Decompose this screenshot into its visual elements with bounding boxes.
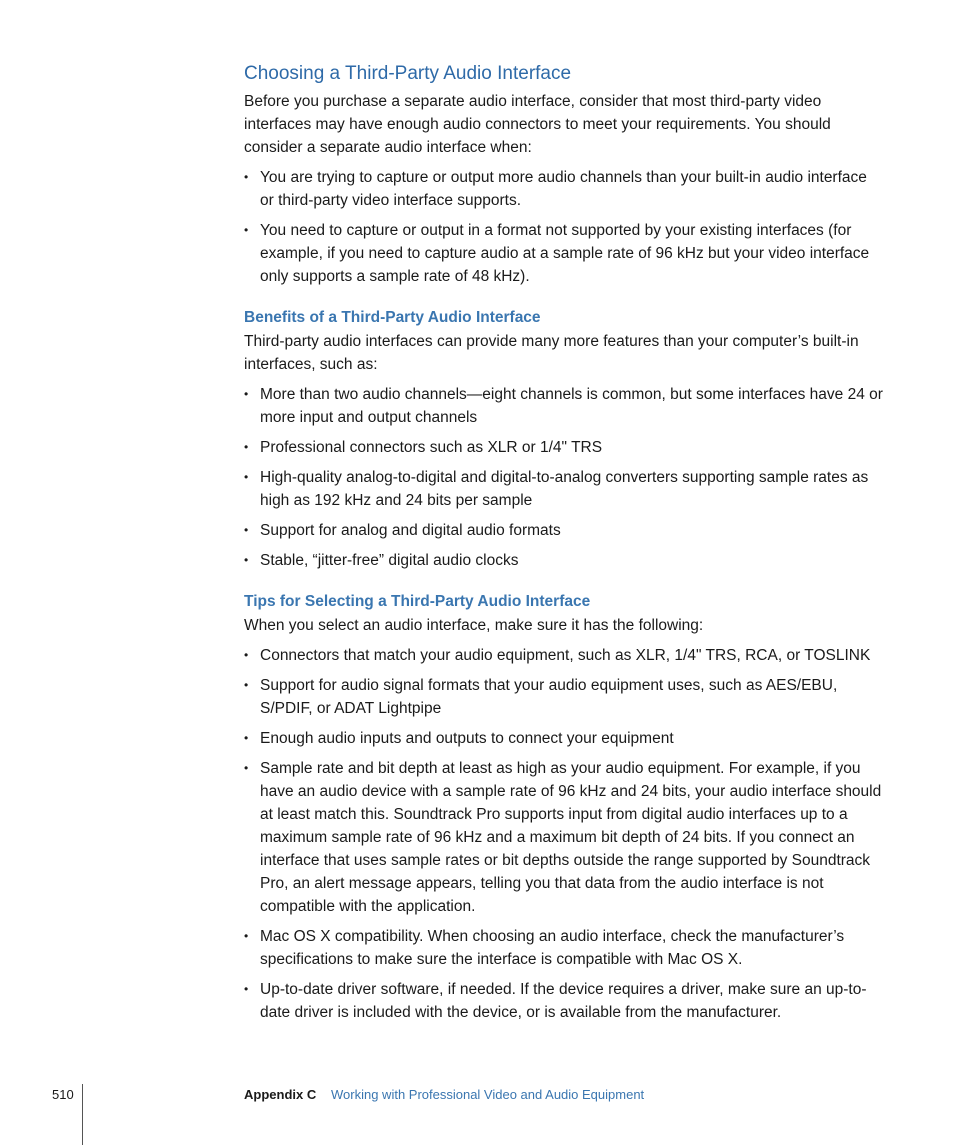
list-item-text: Professional connectors such as XLR or 1/4" TRS xyxy=(260,439,603,456)
list-item xyxy=(244,166,884,212)
list-item-text: Enough audio inputs and outputs to connect your equipment xyxy=(260,730,674,747)
list-item xyxy=(244,219,884,288)
bullet-icon: • xyxy=(244,929,249,943)
bullet-icon: • xyxy=(244,731,249,745)
list-item-text: Stable, “jitter-free” digital audio clocks xyxy=(260,552,519,569)
bullet-icon: • xyxy=(244,553,249,567)
section-title: Choosing a Third-Party Audio Interface xyxy=(244,63,572,84)
list-item xyxy=(244,466,884,512)
list-item xyxy=(244,519,884,542)
bullet-icon: • xyxy=(244,982,249,996)
benefits-intro: Third-party audio interfaces can provide many more features than your computer’s built-in interfaces, such as: xyxy=(244,333,859,373)
list-item xyxy=(244,549,884,572)
list-item-text: Support for analog and digital audio formats xyxy=(260,522,561,539)
bullet-icon: • xyxy=(244,523,249,537)
bullet-icon: • xyxy=(244,761,249,775)
benefits-title: Benefits of a Third-Party Audio Interface xyxy=(244,309,541,326)
list-item xyxy=(244,727,884,750)
list-item-text: Connectors that match your audio equipment, such as XLR, 1/4" TRS, RCA, or TOSLINK xyxy=(260,647,871,664)
bullet-icon: • xyxy=(244,440,249,454)
list-item-text: You need to capture or output in a format not supported by your existing interfaces (for example, if you need to capture audio at a sample rate of 96 kHz but your video interface only supports a sample rate of 48 kHz). xyxy=(260,222,870,285)
list-item-text: High-quality analog-to-digital and digital-to-analog converters supporting sample rates as high as 192 kHz and 24 bits per sample xyxy=(260,469,869,509)
list-item xyxy=(244,436,884,459)
list-item xyxy=(244,925,884,971)
list-item-text: Up-to-date driver software, if needed. If the device requires a driver, make sure an up-to-date driver is included with the device, or is available from the manufacturer. xyxy=(260,981,867,1021)
bullet-icon: • xyxy=(244,387,249,401)
list-item xyxy=(244,674,884,720)
list-item xyxy=(244,757,884,918)
bullet-icon: • xyxy=(244,678,249,692)
list-item-text: Support for audio signal formats that your audio equipment uses, such as AES/EBU, S/PDIF, or ADAT Lightpipe xyxy=(260,677,838,717)
benefits-bullet-list xyxy=(244,383,884,572)
bullet-icon: • xyxy=(244,470,249,484)
list-item-text: You are trying to capture or output more audio channels than your built-in audio interface or third-party video interface supports. xyxy=(260,169,867,209)
section-bullet-list xyxy=(244,166,884,288)
list-item-text: Sample rate and bit depth at least as high as your audio equipment. For example, if you have an audio device with a sample rate of 96 kHz and 24 bits, your audio interface should at least match this. Soundtrack Pro supports input from digital audio interfaces up to a maximum sample rate of 96 kHz and a maximum bit depth of 24 bits. If you connect an interface that uses sample rates or bit depths outside the range supported by Soundtrack Pro, an alert message appears, telling you that data from the audio interface is not compatible with the application. xyxy=(260,760,882,915)
tips-title: Tips for Selecting a Third-Party Audio Interface xyxy=(244,593,591,610)
bullet-icon: • xyxy=(244,223,249,237)
bullet-icon: • xyxy=(244,648,249,662)
list-item xyxy=(244,978,884,1024)
footer-chapter-label: Appendix C xyxy=(244,1087,317,1102)
page-content xyxy=(244,62,884,1031)
list-item xyxy=(244,644,884,667)
tips-intro: When you select an audio interface, make sure it has the following: xyxy=(244,617,704,634)
list-item xyxy=(244,383,884,429)
tips-bullet-list xyxy=(244,644,884,1024)
footer-chapter-title: Working with Professional Video and Audio Equipment xyxy=(331,1087,645,1102)
footer-divider xyxy=(82,1084,83,1145)
section-intro: Before you purchase a separate audio interface, consider that most third-party video interfaces may have enough audio connectors to meet your requirements. You should consider a separate audio interface when: xyxy=(244,93,831,156)
list-item-text: Mac OS X compatibility. When choosing an audio interface, check the manufacturer’s specifications to make sure the interface is compatible with Mac OS X. xyxy=(260,928,845,968)
page-number: 510 xyxy=(52,1087,74,1102)
list-item-text: More than two audio channels—eight channels is common, but some interfaces have 24 or more input and output channels xyxy=(260,386,883,426)
bullet-icon: • xyxy=(244,170,249,184)
